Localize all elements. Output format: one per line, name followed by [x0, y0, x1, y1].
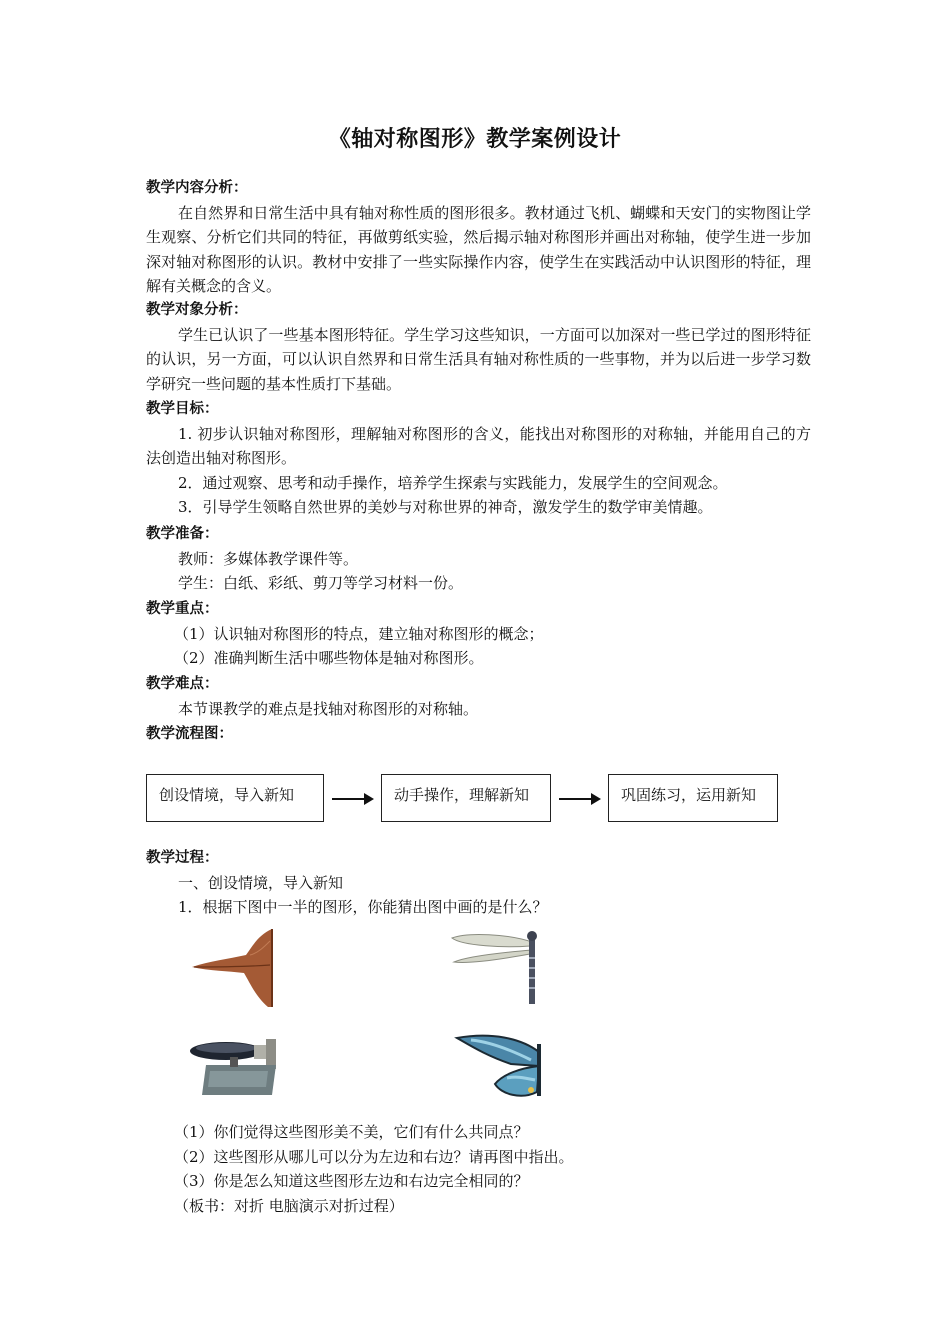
question-1: （1）你们觉得这些图形美不美，它们有什么共同点？ [174, 1123, 529, 1141]
key-point-2: （2）准确判断生活中哪些物体是轴对称图形。 [174, 649, 484, 667]
preparation-student: 学生：白纸、彩纸、剪刀等学习材料一份。 [178, 574, 464, 592]
section-difficulty [146, 672, 811, 721]
section-process [146, 846, 811, 920]
heading-process: 教学过程： [146, 850, 219, 866]
goal-item-2: 2．通过观察、思考和动手操作，培养学生探索与实践能力，发展学生的空间观念。 [178, 473, 728, 492]
document-title: 《轴对称图形》教学案例设计 [328, 127, 622, 152]
heading-flowchart: 教学流程图： [146, 726, 233, 742]
flow-step-1: 创设情境，导入新知 [146, 774, 324, 822]
section-object-analysis [146, 298, 811, 396]
flowchart [146, 772, 786, 828]
heading-preparation: 教学准备： [146, 526, 219, 542]
goal-item-1: 1. 初步认识轴对称图形，理解轴对称图形的含义，能找出对称图形的对称轴，并能用自己的方法创造出轴对称图形。 [146, 424, 811, 467]
paragraph-difficulty: 本节课教学的难点是找轴对称图形的对称轴。 [178, 699, 479, 718]
question-3: （3）你是怎么知道这些图形左边和右边完全相同的？ [174, 1172, 529, 1190]
half-figures-image [176, 920, 576, 1105]
heading-difficulty: 教学难点： [146, 676, 219, 692]
flow-arrow-2 [559, 798, 599, 800]
paragraph-content-analysis: 在自然界和日常生活中具有轴对称性质的图形很多。教材通过飞机、蝴蝶和天安门的实物图让学生观察、分析它们共同的特征，再做剪纸实验，然后揭示轴对称图形并画出对称轴，使学生进一步加深对轴对称图形的认识。教材中安排了一些实际操作内容，使学生在实践活动中认识图形的特征，理解有关概念的含义。 [146, 203, 811, 295]
question-2: （2）这些图形从哪儿可以分为左边和右边？请再图中指出。 [174, 1147, 574, 1166]
heading-object-analysis: 教学对象分析： [146, 302, 248, 318]
section-questions [146, 1120, 811, 1218]
section-preparation [146, 522, 811, 596]
section-key-points [146, 597, 811, 671]
section-flowchart [146, 722, 811, 747]
flow-step-3: 巩固练习，运用新知 [608, 774, 778, 822]
key-point-1: （1）认识轴对称图形的特点，建立轴对称图形的概念； [174, 624, 544, 643]
goal-item-3: 3．引导学生领略自然世界的美妙与对称世界的神奇，激发学生的数学审美情趣。 [178, 498, 713, 516]
section-content-analysis [146, 176, 811, 299]
section-goals [146, 397, 811, 520]
half-dragonfly-icon [448, 928, 540, 1008]
heading-content-analysis: 教学内容分析： [146, 180, 248, 196]
half-scale-icon [188, 1035, 280, 1100]
flow-arrow-1 [332, 798, 372, 800]
half-leaf-icon [188, 925, 278, 1010]
process-part-1: 一、创设情境，导入新知 [178, 873, 344, 892]
flow-step-2: 动手操作，理解新知 [381, 774, 551, 822]
board-note: （板书：对折 电脑演示对折过程） [174, 1196, 404, 1215]
preparation-teacher: 教师：多媒体教学课件等。 [178, 549, 359, 568]
paragraph-object-analysis: 学生已认识了一些基本图形特征。学生学习这些知识，一方面可以加深对一些已学过的图形特征的认识，另一方面，可以认识自然界和日常生活具有轴对称性质的一些事物，并为以后进一步学习数学研究一些问题的基本性质打下基础。 [146, 325, 811, 393]
process-question-1: 1．根据下图中一半的图形，你能猜出图中画的是什么？ [178, 898, 548, 916]
heading-goals: 教学目标： [146, 401, 219, 417]
heading-key-points: 教学重点： [146, 601, 219, 617]
half-butterfly-icon [451, 1032, 546, 1104]
